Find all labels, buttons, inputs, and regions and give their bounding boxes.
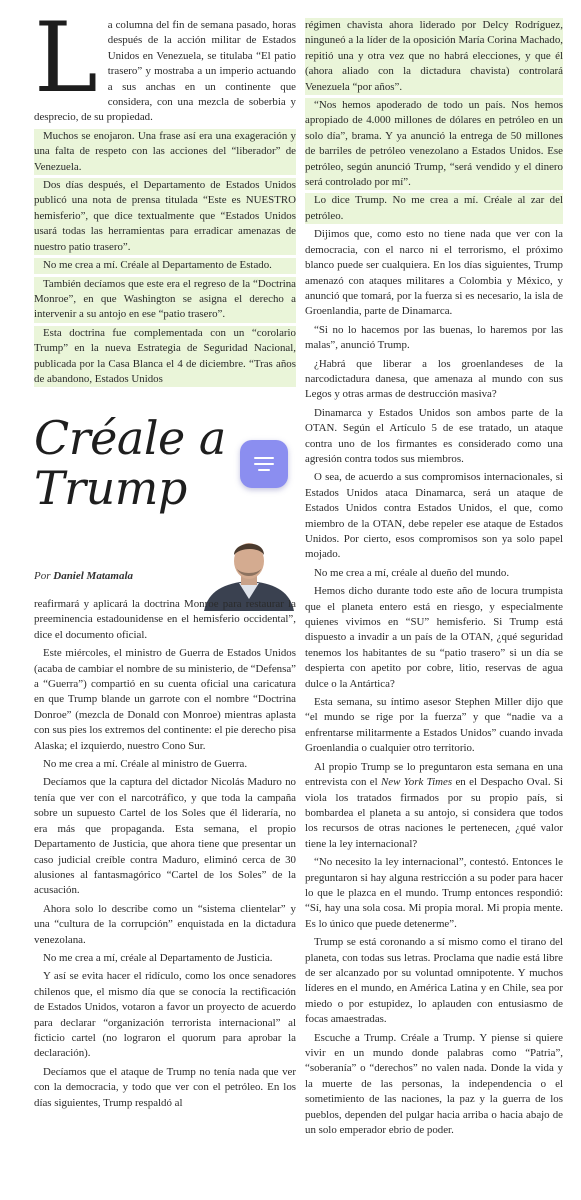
paragraph: “Si no lo hacemos por las buenas, lo haremos por las malas”, anunció Trump. bbox=[305, 323, 563, 352]
paragraph: Hemos dicho durante todo este año de locura trumpista que el planeta entero está en riesgo, y especialmente quienes vivimos en “SU” hemisferio. Si Trump está dispuesto a invadir a un país de la OTAN, ¿qué seguridad tenemos los habitantes de su “patio trasero” si un día se despierta con apetito por cobre, litio, reservas de agua dulce o la Antártica? bbox=[305, 585, 563, 690]
headline-block bbox=[34, 405, 296, 600]
paragraph: Dijimos que, como esto no tiene nada que ver con la democracia, con el narco ni el terrorismo, el próximo blanco puede ser cualquiera. En los días siguientes, Trump amenazó con ataques militares a Colombia y México, y anunció que tomará, por la fuerza si es necesario, la isla de Groenlandia, parte de Dinamarca. bbox=[305, 228, 563, 318]
paragraph: Dos días después, el Departamento de Estados Unidos publicó una nota de prensa titulada “Este es NUESTRO hemisferio”, que dice textualmente que “Estados Unidos usará todas las herramientas para erradicar amenazas de nuestro patio trasero”. bbox=[34, 178, 296, 255]
paragraph: No me crea a mí, créale al Departamento de Justicia. bbox=[43, 951, 273, 964]
paragraph: No me crea a mí. Créale al ministro de Guerra. bbox=[43, 758, 248, 771]
paragraph: Decíamos que el ataque de Trump no tenía nada que ver con la democracia, y todo que ver con el petróleo. En los días siguientes, Trump respaldó al bbox=[34, 1065, 296, 1109]
paragraph: “No necesito la ley internacional”, contestó. Entonces le preguntaron si hay alguna restricción a su poder para hacer lo que le plazca en el mundo. Trump entonces respondió: “Sí, hay una sola cosa. Mi propia moral. Mi propia mente. Es lo único que puede detenerme”. bbox=[305, 856, 563, 930]
author-name: Daniel Matamala bbox=[53, 570, 134, 582]
paragraph: Lo dice Trump. No me crea a mí. Créale al zar del petróleo. bbox=[305, 193, 563, 224]
paragraph: No me crea a mí. Créale al Departamento de Estado. bbox=[34, 258, 296, 273]
paragraph: Esta semana, su íntimo asesor Stephen Miller dijo que “el mundo se rige por la fuerza” y que “nadie va a enfrentarse militarmente a Estados Unidos” cuando invada Groenlandia o cualquier otro territorio. bbox=[305, 696, 563, 755]
paragraph: Ahora solo lo describe como un “sistema clientelar” y una “cultura de la corrupción” enquistada en la dictadura venezolana. bbox=[34, 902, 296, 946]
headline: Créale a Trump bbox=[34, 411, 226, 515]
paragraph: También decíamos que este era el regreso de la “Doctrina Monroe”, en que Washington se asigna el derecho a intervenir a su antojo en ese “patio trasero”. bbox=[34, 277, 296, 323]
paragraph: Decíamos que la captura del dictador Nicolás Maduro no tenía que ver con el narcotráfico, y que toda la campaña sobre un supuesto Cartel de los Soles que él lideraría, no era más que propaganda. Esta semana, el propio Departamento de Justicia, que ahora tiene que presentar un caso judicial creíble contra Maduro, eliminó cerca de 30 alusiones al fantasmagórico “Cartel de los Soles” de la acusación. bbox=[34, 776, 296, 897]
paragraph: “Nos hemos apoderado de todo un país. Nos hemos apropiado de 4.000 millones de dólares en petróleo en un solo día”, brama. Y ya anunció la entrega de 50 millones de barriles de petróleo venezolano a Estados Unidos. Ese petróleo, según anunció Trump, “será vendido y el dinero será controlado por mí”. bbox=[305, 98, 563, 190]
byline bbox=[34, 570, 133, 582]
menu-line bbox=[254, 463, 274, 465]
paragraph: No me crea a mí, créale al dueño del mundo. bbox=[314, 566, 510, 579]
paragraph: Este miércoles, el ministro de Guerra de Estados Unidos (acaba de cambiar el nombre de su ministerio, de “Defensa” a “Guerra”) compartió en su cuenta oficial una caricatura en que Trump blande un garrote con el nombre “Doctrina Donroe” (mezcla de Donald con Monroe) mientras aplasta con sus pies los extremos del continente: el pie derecho pisa Alaska; el izquierdo, nuestro Cono Sur. bbox=[34, 647, 296, 752]
paragraph: régimen chavista ahora liderado por Delcy Rodríguez, ninguneó a la líder de la oposición María Corina Machado, repitió una y otra vez que no habrá elecciones, y que él (ahora aliado con la dictadura chavista) controlará Venezuela “por años”. bbox=[305, 18, 563, 95]
paragraph: Muchos se enojaron. Una frase así era una exageración y una falta de respeto con las acciones del “liberador” de Venezuela. bbox=[34, 129, 296, 175]
paragraph: O sea, de acuerdo a sus compromisos internacionales, si Estados Unidos ataca Dinamarca, será un ataque de Estados Unidos contra Estados Unidos, el que, como miembro de la OTAN, debe repeler ese ataque de Estados Unidos. Por cierto, esos compromisos son ya solo papel mojado. bbox=[305, 471, 563, 561]
paragraph: Escuche a Trump. Créale a Trump. Y piense si quiere vivir en un mundo donde palabras como “Patria”, “soberanía” o “derechos” no valen nada. Donde la vida y la muerte de las personas, la independencia o el sometimiento de las naciones, la paz y la guerra de los pueblos, dependen del pulgar hacia arriba o hacia abajo de un solo emperador ebrio de poder. bbox=[305, 1031, 563, 1137]
paragraph: Dinamarca y Estados Unidos son ambos parte de la OTAN. Según el Artículo 5 de ese tratado, un ataque contra uno de los firmantes es considerado como una agresión contra todos sus miembros. bbox=[305, 406, 563, 465]
paragraph: a columna del fin de semana pasado, horas después de la acción militar de Estados Unidos en Venezuela, se titulaba “El patio trasero” y mostraba a un imperio actuando a sus anchas en un continente que considera, con una mezcla de soberbia y desprecio, de su propiedad. bbox=[34, 19, 296, 124]
menu-button[interactable] bbox=[240, 440, 288, 488]
menu-lines-icon bbox=[254, 457, 274, 459]
left-column-bottom bbox=[34, 597, 296, 1114]
paragraph: Al propio Trump se lo preguntaron esta semana en una entrevista con el New York Times en el Despacho Oval. Si viola los tratados firmados por su propio país, si bombardea el planeta a su antojo, si considera que todos los recursos de otras naciones le pertenecen, ¿qué valor tiene la ley internacional? bbox=[305, 760, 563, 850]
paragraph: ¿Habrá que liberar a los groenlandeses de la narcodictadura danesa, que amenaza al mundo con sus Legos y otras armas de destrucción masiva? bbox=[305, 357, 563, 401]
left-column-top bbox=[34, 2, 296, 390]
right-column bbox=[305, 18, 563, 1141]
drop-cap: L bbox=[34, 2, 98, 114]
menu-line bbox=[258, 469, 270, 471]
paragraph: Trump se está coronando a sí mismo como el tirano del planeta, con todas sus letras. Proclama que nadie está libre de ser alcanzado por su voluntad omnipotente. Y muchos líderes en el mundo, en América Latina y en Chile, sea por miedo o por estupidez, lo aplauden con entusiasmo de focas amaestradas. bbox=[305, 936, 563, 1026]
paragraph: Esta doctrina fue complementada con un “corolario Trump” en la nueva Estrategia de Seguridad Nacional, publicada por la Casa Blanca el 4 de diciembre. “Tras años de abandono, Estados Unidos bbox=[34, 326, 296, 388]
paragraph: Y así se evita hacer el ridículo, como los once senadores chilenos que, el mismo día que se conocía la rectificación de Estados Unidos, votaron a favor un proyecto de acuerdo para declarar “organización terrorista internacional” al ficticio cartel (no lograron el quorum para aprobar la declaración). bbox=[34, 970, 296, 1060]
byline-prefix: Por bbox=[34, 570, 51, 582]
paragraph: reafirmará y aplicará la doctrina Monroe para restaurar la preeminencia estadounidense en el hemisferio occidental”, dice el documento oficial. bbox=[34, 598, 296, 641]
